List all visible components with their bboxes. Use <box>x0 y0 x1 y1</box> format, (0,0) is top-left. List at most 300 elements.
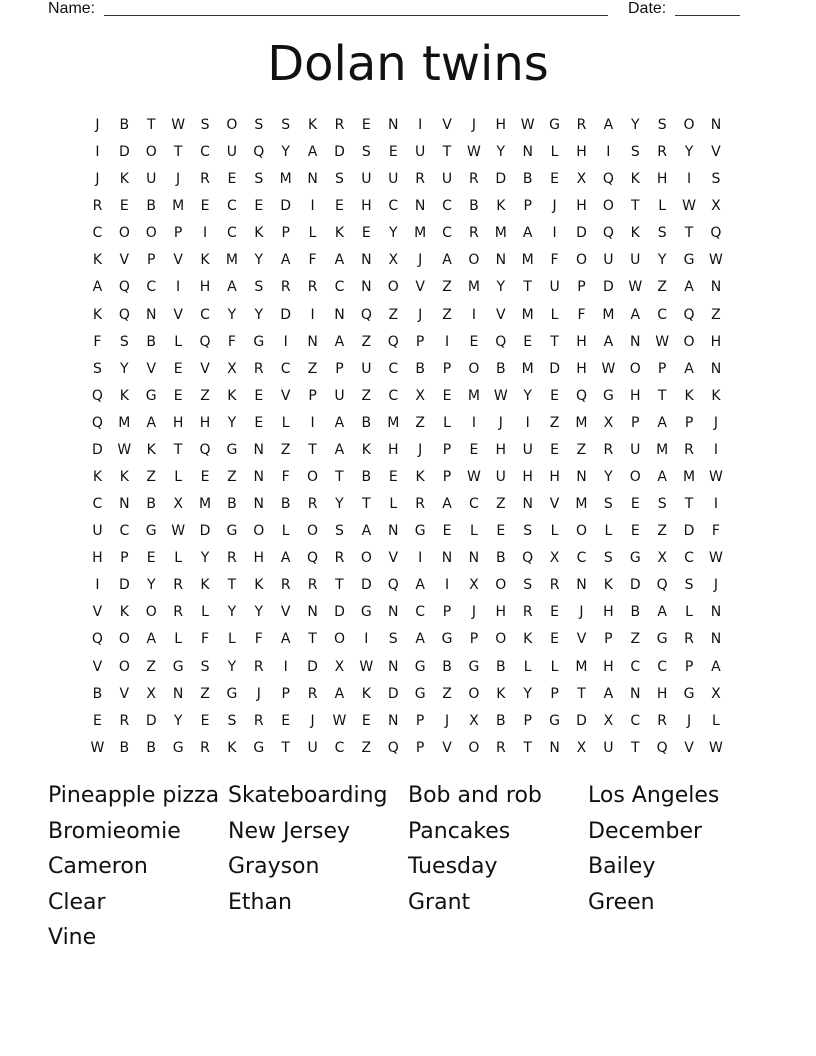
grid-cell[interactable]: Y <box>200 550 210 567</box>
grid-cell[interactable]: I <box>310 198 315 215</box>
grid-cell[interactable]: U <box>226 144 238 161</box>
grid-cell[interactable]: Q <box>360 306 372 323</box>
grid-cell[interactable]: D <box>576 712 587 729</box>
grid-cell[interactable]: C <box>334 739 345 756</box>
grid-cell[interactable]: V <box>684 739 694 756</box>
grid-cell[interactable]: F <box>550 252 559 269</box>
grid-cell[interactable]: L <box>389 496 398 513</box>
grid-cell[interactable]: M <box>467 387 480 404</box>
grid-cell[interactable]: T <box>335 577 344 594</box>
grid-cell[interactable]: D <box>118 144 130 161</box>
grid-cell[interactable]: O <box>602 198 614 215</box>
grid-cell[interactable]: Q <box>387 333 399 350</box>
grid-cell[interactable]: P <box>308 387 317 404</box>
grid-cell[interactable]: G <box>629 550 641 567</box>
grid-cell[interactable]: K <box>119 171 129 188</box>
grid-cell[interactable]: D <box>683 523 695 540</box>
grid-cell[interactable]: R <box>253 360 264 377</box>
grid-cell[interactable]: E <box>630 496 640 513</box>
grid-cell[interactable]: X <box>603 414 614 431</box>
grid-cell[interactable]: M <box>521 306 534 323</box>
grid-cell[interactable]: F <box>281 469 290 486</box>
grid-cell[interactable]: Y <box>227 306 237 323</box>
grid-cell[interactable]: H <box>199 414 211 431</box>
grid-cell[interactable]: E <box>254 414 264 431</box>
grid-cell[interactable]: E <box>361 225 371 242</box>
grid-cell[interactable]: V <box>119 252 130 269</box>
grid-cell[interactable]: B <box>119 739 130 756</box>
grid-cell[interactable]: S <box>119 333 129 350</box>
grid-cell[interactable]: S <box>281 117 291 133</box>
grid-cell[interactable]: V <box>173 252 183 269</box>
grid-cell[interactable]: P <box>335 360 344 377</box>
grid-cell[interactable]: M <box>225 252 238 269</box>
grid-cell[interactable]: O <box>145 225 157 242</box>
grid-cell[interactable]: U <box>441 171 453 188</box>
grid-cell[interactable]: K <box>200 577 210 594</box>
grid-cell[interactable]: L <box>201 604 209 621</box>
grid-cell[interactable]: K <box>630 225 640 242</box>
grid-cell[interactable]: Y <box>388 225 398 242</box>
grid-cell[interactable]: B <box>146 333 157 350</box>
grid-cell[interactable]: H <box>656 171 668 188</box>
grid-cell[interactable]: M <box>414 225 427 242</box>
grid-cell[interactable]: N <box>388 523 399 540</box>
grid-cell[interactable]: E <box>361 712 371 729</box>
grid-cell[interactable]: P <box>415 333 425 350</box>
grid-cell[interactable]: G <box>172 658 184 675</box>
grid-cell[interactable]: N <box>253 469 265 486</box>
grid-cell[interactable]: G <box>145 387 157 404</box>
grid-cell[interactable]: V <box>280 387 291 404</box>
grid-cell[interactable]: K <box>496 198 506 215</box>
grid-cell[interactable]: W <box>682 198 696 215</box>
grid-cell[interactable]: Z <box>549 414 560 431</box>
grid-cell[interactable]: O <box>468 360 480 377</box>
grid-cell[interactable]: A <box>334 414 345 431</box>
grid-cell[interactable]: Y <box>657 252 667 269</box>
grid-cell[interactable]: Q <box>495 333 507 350</box>
grid-cell[interactable]: A <box>657 469 667 486</box>
grid-cell[interactable]: L <box>174 333 183 350</box>
grid-cell[interactable]: Y <box>604 469 613 486</box>
grid-cell[interactable]: W <box>359 658 374 675</box>
grid-cell[interactable]: N <box>710 117 722 133</box>
grid-cell[interactable]: R <box>307 685 318 702</box>
name-blank-line[interactable] <box>104 15 608 16</box>
grid-cell[interactable]: N <box>576 469 587 486</box>
grid-cell[interactable]: E <box>146 550 156 567</box>
grid-cell[interactable]: W <box>493 387 508 404</box>
grid-cell[interactable]: N <box>334 306 345 323</box>
grid-cell[interactable]: G <box>145 523 157 540</box>
grid-cell[interactable]: Q <box>118 279 130 296</box>
grid-cell[interactable]: P <box>281 225 290 242</box>
grid-cell[interactable]: Y <box>254 604 264 621</box>
grid-cell[interactable]: M <box>575 658 588 675</box>
grid-cell[interactable]: P <box>442 360 452 377</box>
grid-cell[interactable]: E <box>254 198 264 215</box>
grid-cell[interactable]: Z <box>307 360 318 377</box>
grid-cell[interactable]: Q <box>387 739 399 756</box>
grid-cell[interactable]: O <box>145 604 157 621</box>
grid-cell[interactable]: W <box>709 739 723 756</box>
grid-cell[interactable]: I <box>283 658 288 675</box>
grid-cell[interactable]: G <box>253 333 265 350</box>
grid-cell[interactable]: D <box>334 604 345 621</box>
grid-cell[interactable]: J <box>713 577 718 594</box>
grid-cell[interactable]: A <box>334 333 345 350</box>
grid-cell[interactable]: D <box>92 441 103 458</box>
grid-cell[interactable]: R <box>415 171 425 188</box>
grid-cell[interactable]: Q <box>522 550 534 567</box>
grid-cell[interactable]: X <box>469 712 479 729</box>
grid-cell[interactable]: E <box>550 171 560 188</box>
grid-cell[interactable]: Y <box>227 604 237 621</box>
grid-cell[interactable]: A <box>280 550 291 567</box>
grid-cell[interactable]: O <box>575 252 587 269</box>
grid-cell[interactable]: W <box>628 279 643 296</box>
grid-cell[interactable]: E <box>200 712 210 729</box>
grid-cell[interactable]: C <box>576 550 587 567</box>
grid-cell[interactable]: Z <box>711 306 721 323</box>
grid-cell[interactable]: O <box>683 117 695 133</box>
grid-cell[interactable]: I <box>95 577 100 594</box>
grid-cell[interactable]: R <box>92 198 103 215</box>
grid-cell[interactable]: Z <box>361 333 372 350</box>
grid-cell[interactable]: T <box>281 739 290 756</box>
grid-cell[interactable]: C <box>684 550 694 567</box>
grid-cell[interactable]: Q <box>683 306 695 323</box>
grid-cell[interactable]: K <box>496 685 506 702</box>
grid-cell[interactable]: U <box>146 171 157 188</box>
grid-cell[interactable]: Q <box>307 550 319 567</box>
grid-cell[interactable]: H <box>387 441 399 458</box>
grid-cell[interactable]: V <box>711 144 721 161</box>
grid-cell[interactable]: R <box>307 279 318 296</box>
grid-cell[interactable]: I <box>713 441 718 458</box>
grid-cell[interactable]: F <box>711 523 720 540</box>
grid-cell[interactable]: R <box>200 739 210 756</box>
grid-cell[interactable]: U <box>630 252 641 269</box>
grid-cell[interactable]: Q <box>575 387 587 404</box>
grid-cell[interactable]: K <box>361 441 371 458</box>
grid-cell[interactable]: N <box>307 171 318 188</box>
grid-cell[interactable]: K <box>711 387 721 404</box>
grid-cell[interactable]: W <box>466 469 481 486</box>
grid-cell[interactable]: D <box>629 577 641 594</box>
grid-cell[interactable]: K <box>334 225 345 242</box>
grid-cell[interactable]: G <box>683 252 695 269</box>
grid-cell[interactable]: E <box>227 171 237 188</box>
grid-cell[interactable]: N <box>145 306 157 323</box>
grid-cell[interactable]: N <box>522 496 533 513</box>
grid-cell[interactable]: K <box>92 252 103 269</box>
grid-cell[interactable]: B <box>522 171 533 188</box>
grid-cell[interactable]: Z <box>388 306 399 323</box>
grid-cell[interactable]: Z <box>200 387 210 404</box>
grid-cell[interactable]: D <box>387 685 399 702</box>
grid-cell[interactable]: Z <box>630 631 641 648</box>
grid-cell[interactable]: T <box>684 225 694 242</box>
grid-cell[interactable]: G <box>360 604 372 621</box>
grid-cell[interactable]: X <box>711 685 721 702</box>
grid-cell[interactable]: J <box>579 604 584 621</box>
grid-cell[interactable]: N <box>253 441 265 458</box>
grid-cell[interactable]: J <box>686 712 692 729</box>
grid-cell[interactable]: S <box>657 496 667 513</box>
grid-cell[interactable]: V <box>442 739 452 756</box>
grid-cell[interactable]: V <box>173 306 183 323</box>
grid-cell[interactable]: G <box>549 712 561 729</box>
grid-cell[interactable]: Z <box>280 441 291 458</box>
grid-cell[interactable]: C <box>119 523 130 540</box>
grid-cell[interactable]: P <box>442 469 452 486</box>
grid-cell[interactable]: R <box>549 577 560 594</box>
grid-cell[interactable]: G <box>414 658 426 675</box>
grid-cell[interactable]: P <box>281 685 290 702</box>
grid-cell[interactable]: A <box>307 144 318 161</box>
grid-cell[interactable]: L <box>550 144 559 161</box>
grid-cell[interactable]: A <box>334 252 345 269</box>
grid-cell[interactable]: V <box>576 631 587 648</box>
grid-cell[interactable]: K <box>146 441 156 458</box>
grid-cell[interactable]: O <box>495 631 507 648</box>
grid-cell[interactable]: H <box>576 360 587 377</box>
grid-cell[interactable]: E <box>442 387 452 404</box>
grid-cell[interactable]: M <box>118 414 131 431</box>
grid-cell[interactable]: U <box>92 523 103 540</box>
grid-cell[interactable]: A <box>603 685 614 702</box>
grid-cell[interactable]: B <box>442 658 452 675</box>
grid-cell[interactable]: J <box>176 171 181 188</box>
grid-cell[interactable]: R <box>576 117 587 133</box>
grid-cell[interactable]: Q <box>602 171 614 188</box>
grid-cell[interactable]: R <box>469 225 479 242</box>
grid-cell[interactable]: H <box>92 550 103 567</box>
grid-cell[interactable]: F <box>227 333 236 350</box>
grid-cell[interactable]: O <box>253 523 265 540</box>
grid-cell[interactable]: R <box>334 117 345 133</box>
grid-cell[interactable]: A <box>361 523 372 540</box>
grid-cell[interactable]: N <box>630 333 641 350</box>
grid-cell[interactable]: L <box>174 550 183 567</box>
grid-cell[interactable]: P <box>469 631 479 648</box>
grid-cell[interactable]: I <box>444 333 450 350</box>
grid-cell[interactable]: C <box>388 198 399 215</box>
grid-cell[interactable]: Z <box>361 739 372 756</box>
grid-cell[interactable]: N <box>119 496 130 513</box>
grid-cell[interactable]: O <box>118 225 130 242</box>
grid-cell[interactable]: C <box>415 604 426 621</box>
grid-cell[interactable]: T <box>308 631 317 648</box>
grid-cell[interactable]: H <box>710 333 722 350</box>
grid-cell[interactable]: O <box>118 631 130 648</box>
grid-cell[interactable]: L <box>550 306 559 323</box>
grid-cell[interactable]: B <box>469 198 479 215</box>
grid-cell[interactable]: S <box>684 577 694 594</box>
grid-cell[interactable]: C <box>280 360 291 377</box>
grid-cell[interactable]: B <box>280 496 291 513</box>
grid-cell[interactable]: M <box>521 360 534 377</box>
grid-cell[interactable]: E <box>335 198 344 215</box>
grid-cell[interactable]: Z <box>657 523 667 540</box>
grid-cell[interactable]: R <box>415 496 425 513</box>
grid-cell[interactable]: O <box>495 577 507 594</box>
grid-cell[interactable]: Z <box>415 414 425 431</box>
grid-cell[interactable]: X <box>334 658 345 675</box>
grid-cell[interactable]: C <box>657 658 668 675</box>
grid-cell[interactable]: V <box>92 658 103 675</box>
grid-cell[interactable]: S <box>254 171 264 188</box>
grid-cell[interactable]: I <box>418 117 423 133</box>
grid-cell[interactable]: T <box>362 496 371 513</box>
grid-cell[interactable]: A <box>657 414 667 431</box>
grid-cell[interactable]: S <box>603 496 613 513</box>
grid-cell[interactable]: Z <box>576 441 587 458</box>
grid-cell[interactable]: F <box>254 631 263 648</box>
grid-cell[interactable]: A <box>684 360 694 377</box>
grid-cell[interactable]: X <box>469 577 479 594</box>
grid-cell[interactable]: Z <box>442 306 452 323</box>
grid-cell[interactable]: T <box>523 279 532 296</box>
grid-cell[interactable]: I <box>686 171 692 188</box>
grid-cell[interactable]: R <box>657 712 668 729</box>
grid-cell[interactable]: J <box>418 441 423 458</box>
grid-cell[interactable]: H <box>361 198 372 215</box>
grid-cell[interactable]: R <box>200 171 210 188</box>
grid-cell[interactable]: J <box>95 171 100 188</box>
grid-cell[interactable]: J <box>444 712 450 729</box>
grid-cell[interactable]: I <box>176 279 181 296</box>
grid-cell[interactable]: L <box>604 523 613 540</box>
grid-cell[interactable]: C <box>227 198 237 215</box>
grid-cell[interactable]: N <box>549 739 560 756</box>
grid-cell[interactable]: U <box>361 171 372 188</box>
grid-cell[interactable]: N <box>468 550 480 567</box>
grid-cell[interactable]: A <box>442 496 452 513</box>
grid-cell[interactable]: O <box>629 360 641 377</box>
grid-cell[interactable]: X <box>415 387 425 404</box>
grid-cell[interactable]: T <box>308 441 317 458</box>
grid-cell[interactable]: X <box>576 739 587 756</box>
grid-cell[interactable]: T <box>227 577 237 594</box>
grid-cell[interactable]: I <box>552 225 557 242</box>
grid-cell[interactable]: A <box>630 306 641 323</box>
grid-cell[interactable]: T <box>657 387 667 404</box>
grid-cell[interactable]: K <box>227 387 237 404</box>
grid-cell[interactable]: B <box>361 414 372 431</box>
grid-cell[interactable]: I <box>283 333 288 350</box>
grid-cell[interactable]: I <box>310 306 315 323</box>
grid-cell[interactable]: T <box>684 496 694 513</box>
grid-cell[interactable]: E <box>388 469 398 486</box>
grid-cell[interactable]: S <box>335 171 344 188</box>
grid-cell[interactable]: K <box>227 739 237 756</box>
grid-cell[interactable]: E <box>442 523 452 540</box>
grid-cell[interactable]: E <box>523 333 533 350</box>
grid-cell[interactable]: R <box>253 712 264 729</box>
grid-cell[interactable]: B <box>361 469 372 486</box>
grid-cell[interactable]: I <box>444 577 450 594</box>
grid-cell[interactable]: P <box>684 658 694 675</box>
grid-cell[interactable]: B <box>496 712 506 729</box>
grid-cell[interactable]: O <box>468 739 480 756</box>
grid-cell[interactable]: R <box>280 577 291 594</box>
grid-cell[interactable]: L <box>470 523 478 540</box>
grid-cell[interactable]: R <box>173 577 183 594</box>
grid-cell[interactable]: W <box>709 469 723 486</box>
grid-cell[interactable]: Q <box>602 225 614 242</box>
grid-cell[interactable]: U <box>415 144 426 161</box>
grid-cell[interactable]: P <box>657 360 667 377</box>
grid-cell[interactable]: O <box>387 279 399 296</box>
grid-cell[interactable]: Y <box>630 117 640 133</box>
grid-cell[interactable]: O <box>468 252 480 269</box>
grid-cell[interactable]: U <box>630 441 641 458</box>
grid-cell[interactable]: T <box>173 441 183 458</box>
grid-cell[interactable]: A <box>280 252 291 269</box>
grid-cell[interactable]: B <box>496 658 506 675</box>
grid-cell[interactable]: L <box>685 604 693 621</box>
grid-cell[interactable]: G <box>656 631 668 648</box>
grid-cell[interactable]: T <box>173 144 183 161</box>
grid-cell[interactable]: W <box>90 739 105 756</box>
grid-cell[interactable]: J <box>418 306 423 323</box>
grid-cell[interactable]: R <box>334 550 345 567</box>
grid-cell[interactable]: V <box>280 604 291 621</box>
grid-cell[interactable]: A <box>603 117 614 133</box>
grid-cell[interactable]: Z <box>227 469 237 486</box>
grid-cell[interactable]: C <box>630 712 641 729</box>
grid-cell[interactable]: P <box>523 712 532 729</box>
grid-cell[interactable]: N <box>388 712 399 729</box>
grid-cell[interactable]: W <box>520 117 535 133</box>
grid-cell[interactable]: D <box>602 279 614 296</box>
grid-cell[interactable]: D <box>307 658 318 675</box>
grid-cell[interactable]: V <box>200 360 210 377</box>
grid-cell[interactable]: B <box>146 198 157 215</box>
grid-cell[interactable]: O <box>307 469 319 486</box>
grid-cell[interactable]: K <box>119 469 129 486</box>
grid-cell[interactable]: K <box>92 469 103 486</box>
grid-cell[interactable]: E <box>254 387 264 404</box>
grid-cell[interactable]: Y <box>281 144 290 161</box>
grid-cell[interactable]: Z <box>146 658 157 675</box>
grid-cell[interactable]: J <box>95 117 100 133</box>
grid-cell[interactable]: R <box>119 712 130 729</box>
grid-cell[interactable]: P <box>442 604 452 621</box>
grid-cell[interactable]: J <box>310 712 315 729</box>
grid-cell[interactable]: C <box>469 496 479 513</box>
grid-cell[interactable]: V <box>442 117 452 133</box>
grid-cell[interactable]: H <box>495 441 507 458</box>
grid-cell[interactable]: P <box>415 712 425 729</box>
grid-cell[interactable]: R <box>280 279 291 296</box>
grid-cell[interactable]: E <box>630 523 640 540</box>
grid-cell[interactable]: Y <box>254 306 264 323</box>
grid-cell[interactable]: N <box>576 577 587 594</box>
grid-cell[interactable]: R <box>253 658 264 675</box>
grid-cell[interactable]: Y <box>120 360 129 377</box>
grid-cell[interactable]: B <box>496 360 506 377</box>
grid-cell[interactable]: W <box>709 252 723 269</box>
grid-cell[interactable]: K <box>254 577 264 594</box>
grid-cell[interactable]: X <box>227 360 237 377</box>
grid-cell[interactable]: A <box>711 658 721 675</box>
grid-cell[interactable]: D <box>199 523 211 540</box>
grid-cell[interactable]: J <box>471 604 476 621</box>
